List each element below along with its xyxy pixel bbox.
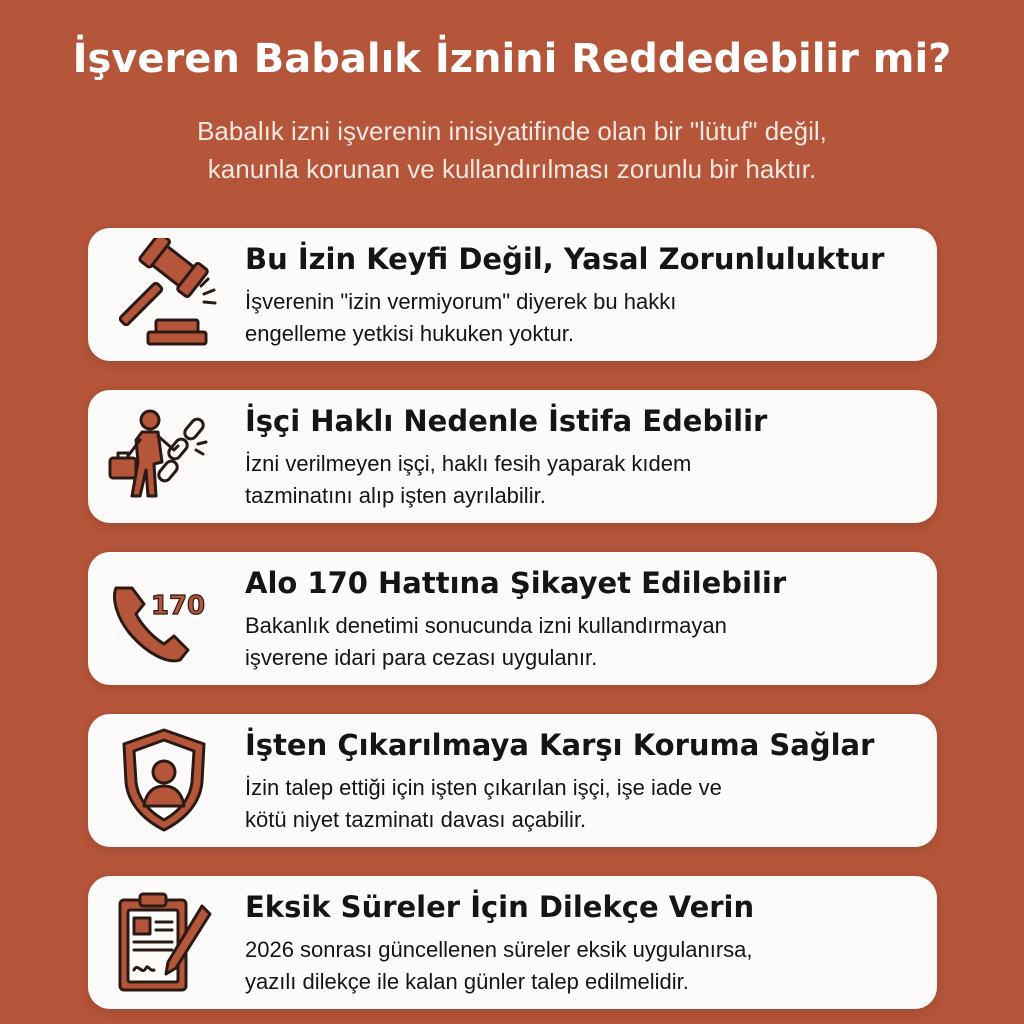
- card-body-line-2: kötü niyet tazminatı davası açabilir.: [245, 807, 587, 832]
- page-title: İşveren Babalık İznini Reddedebilir mi?: [72, 36, 952, 82]
- worker-broken-chain-icon: [102, 400, 220, 513]
- card-dismissal-protection: [88, 714, 937, 847]
- gavel-icon: [102, 238, 220, 351]
- subtitle-line-1: Babalık izni işverenin inisiyatifinde olan bir "lütuf" değil,: [197, 116, 827, 146]
- card-body: [245, 286, 923, 350]
- card-heading: Bu İzin Keyfi Değil, Yasal Zorunluluktur: [245, 242, 885, 276]
- card-body-line-1: İşverenin "izin vermiyorum" diyerek bu hakkı: [245, 289, 677, 314]
- card-body-line-2: engelleme yetkisi hukuken yoktur.: [245, 321, 574, 346]
- card-body-line-1: İzni verilmeyen işçi, haklı fesih yaparak kıdem: [245, 451, 692, 476]
- phone-number-label: 170: [150, 591, 206, 621]
- phone-icon: [102, 562, 220, 675]
- card-heading: İşçi Haklı Nedenle İstifa Edebilir: [245, 404, 768, 438]
- card-body-line-2: yazılı dilekçe ile kalan günler talep edilmelidir.: [245, 969, 689, 994]
- subtitle-line-2: kanunla korunan ve kullandırılması zorunlu bir haktır.: [207, 154, 817, 184]
- card-heading: Eksik Süreler İçin Dilekçe Verin: [245, 890, 755, 924]
- card-body-line-1: İzin talep ettiği için işten çıkarılan işçi, işe iade ve: [245, 775, 722, 800]
- card-just-cause-resignation: [88, 390, 937, 523]
- card-body: [245, 772, 923, 836]
- card-body-line-2: tazminatını alıp işten ayrılabilir.: [245, 483, 546, 508]
- card-hotline-complaint: [88, 552, 937, 685]
- card-body: [245, 934, 923, 998]
- clipboard-pen-icon: [102, 886, 220, 999]
- card-body-line-1: Bakanlık denetimi sonucunda izni kullandırmayan: [245, 613, 727, 638]
- card-legal-obligation: [88, 228, 937, 361]
- card-body: [245, 610, 923, 674]
- card-body-line-2: işverene idari para cezası uygulanır.: [245, 645, 598, 670]
- card-body-line-1: 2026 sonrası güncellenen süreler eksik uygulanırsa,: [245, 937, 753, 962]
- card-body: [245, 448, 923, 512]
- card-heading: Alo 170 Hattına Şikayet Edilebilir: [245, 566, 787, 600]
- card-petition: [88, 876, 937, 1009]
- page-subtitle: [60, 112, 964, 188]
- card-heading: İşten Çıkarılmaya Karşı Koruma Sağlar: [245, 728, 875, 762]
- shield-person-icon: [102, 724, 220, 837]
